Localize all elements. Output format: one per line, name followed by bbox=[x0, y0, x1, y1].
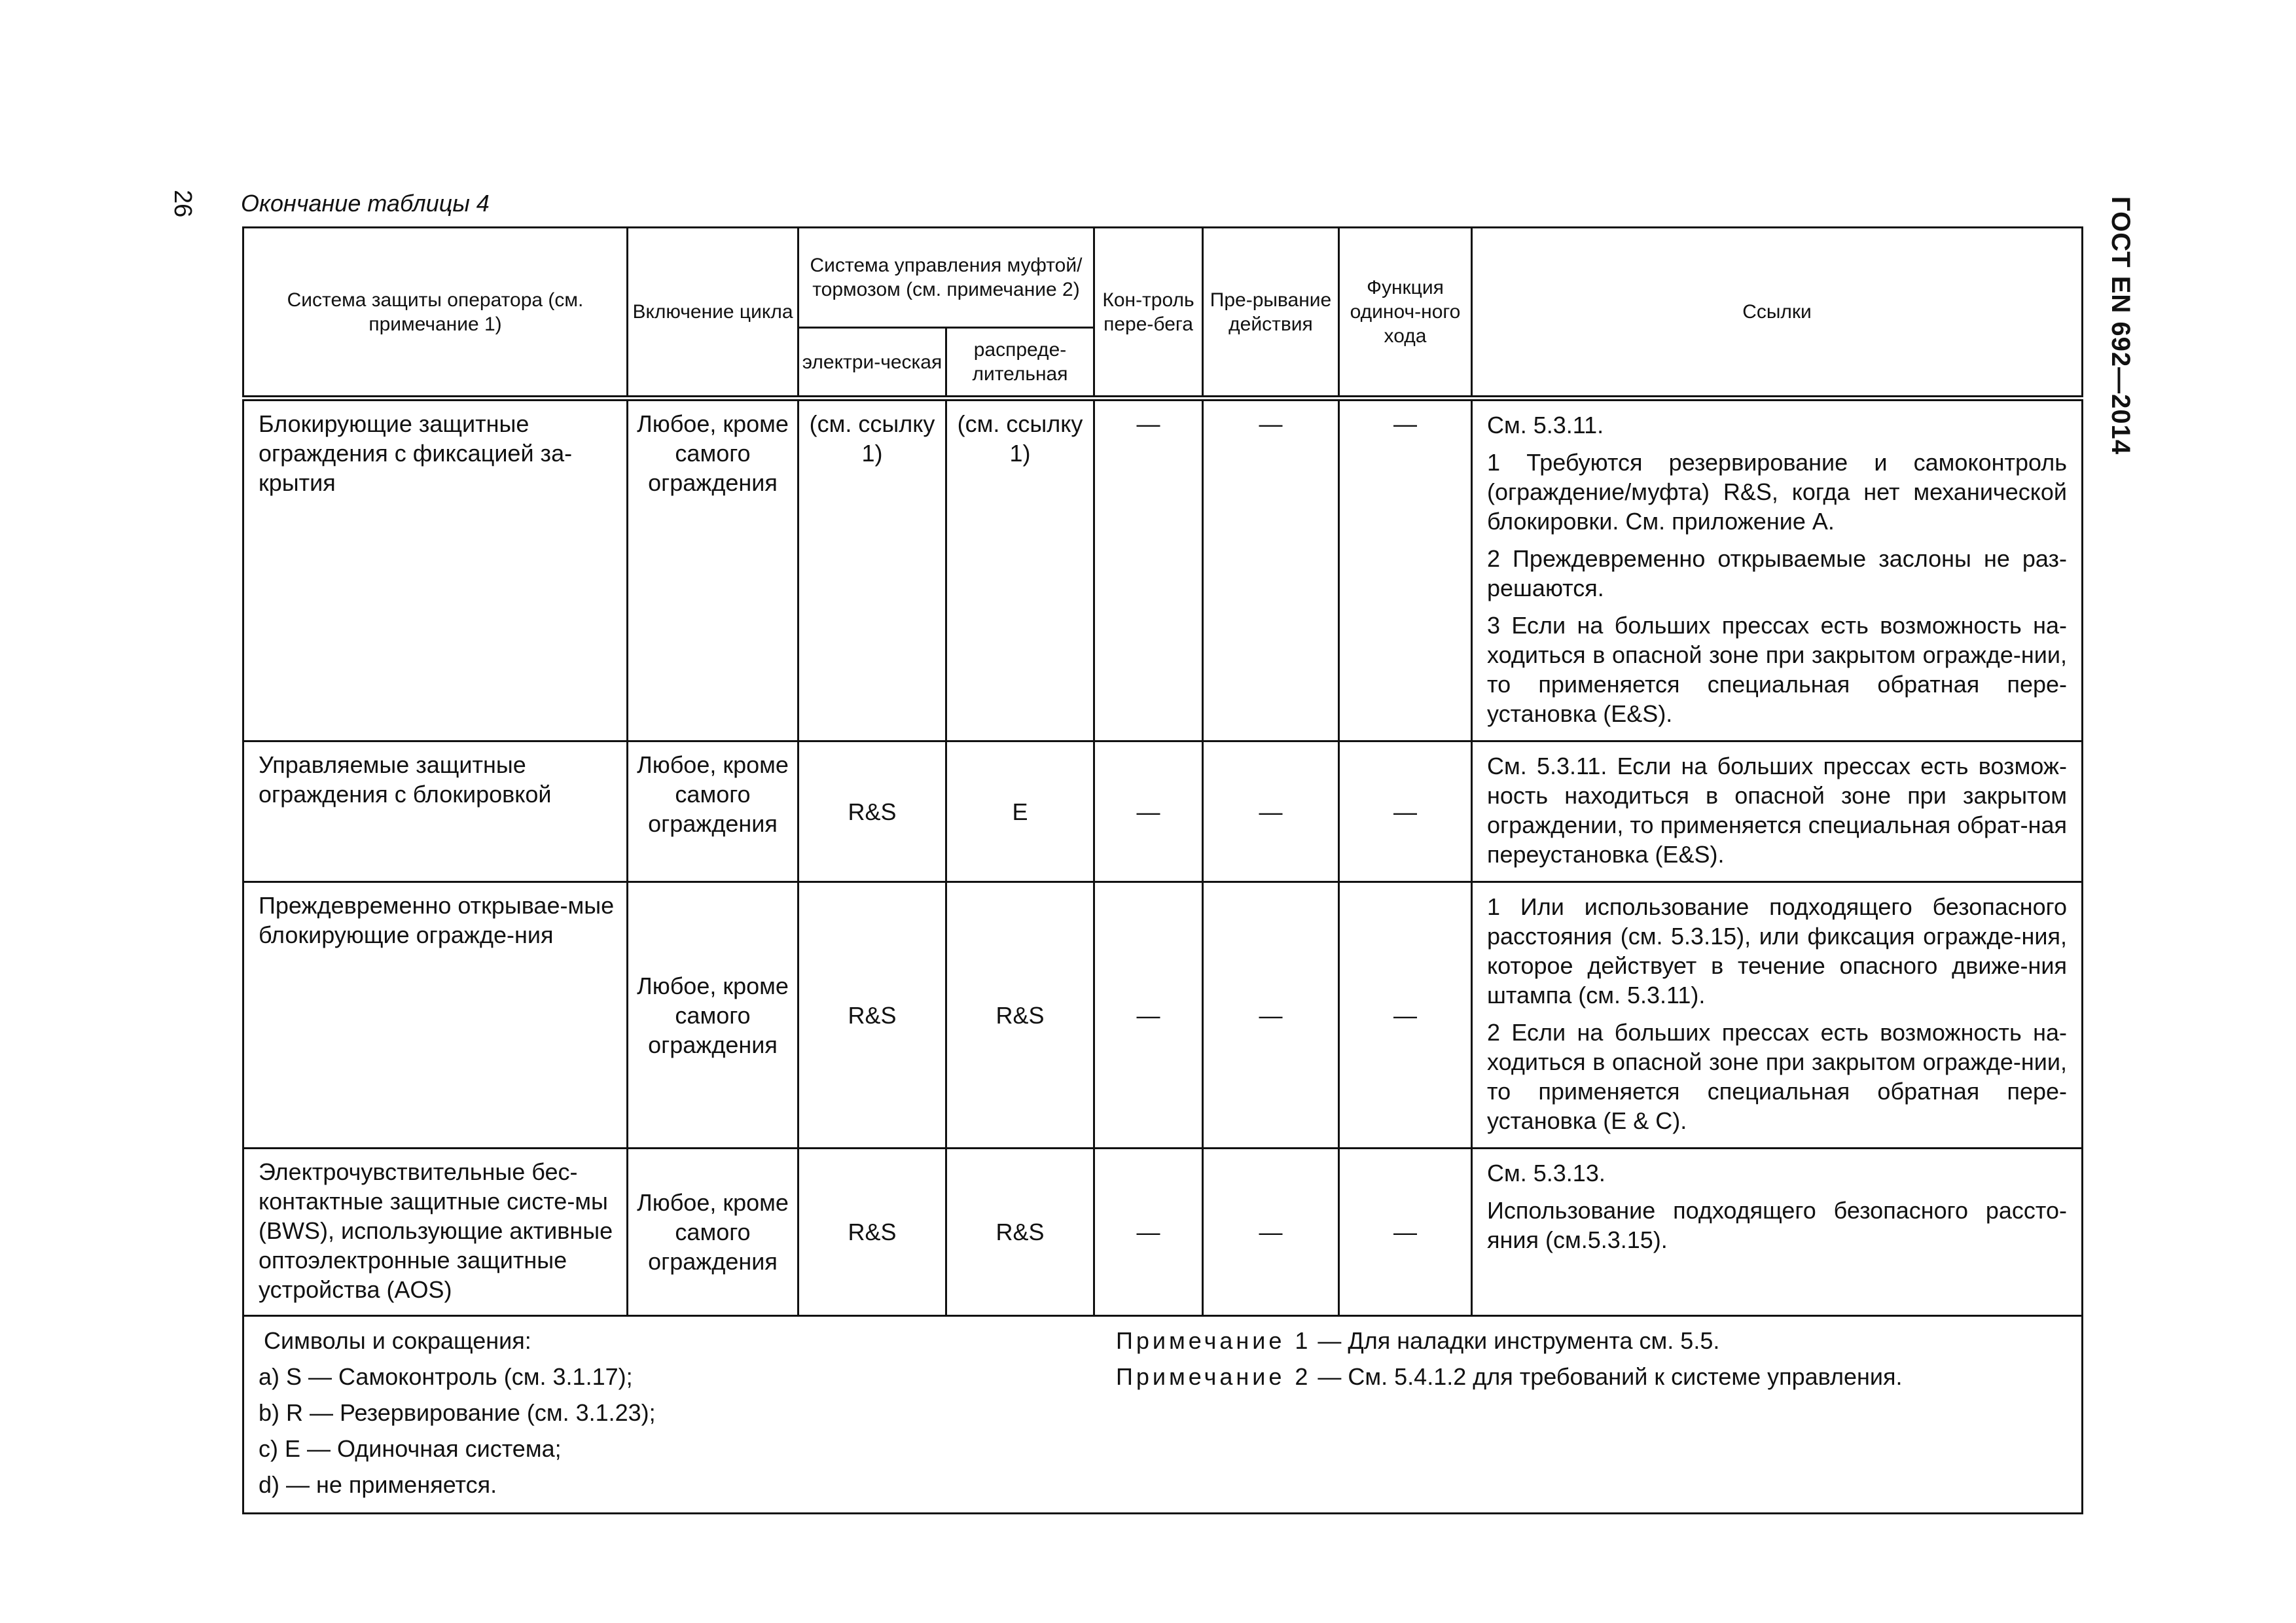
legend-item: a) S — Самоконтроль (см. 3.1.17); bbox=[259, 1363, 633, 1390]
notes-row bbox=[243, 1316, 2083, 1514]
cell-overrun: — bbox=[1094, 1149, 1203, 1316]
cell-references bbox=[1472, 399, 2083, 741]
notes bbox=[1116, 1326, 1902, 1506]
reference-paragraph: 2 Преждевременно открываемые заслоны не раз-решаются. bbox=[1487, 545, 2067, 601]
note-text: — Для наладки инструмента см. 5.5. bbox=[1311, 1327, 1720, 1354]
cell-overrun: — bbox=[1094, 741, 1203, 882]
reference-paragraph: См. 5.3.11. bbox=[1487, 412, 1604, 438]
cell-references bbox=[1472, 741, 2083, 882]
legend-item: d) — не применяется. bbox=[259, 1471, 497, 1498]
note-text: — См. 5.4.1.2 для требований к системе управления. bbox=[1311, 1363, 1903, 1390]
cell-cycle: Любое, кроме самого ограждения bbox=[628, 1149, 798, 1316]
header-action-interrupt: Пре-рывание действия bbox=[1203, 228, 1339, 399]
cell-cycle: Любое, кроме самого ограждения bbox=[628, 882, 798, 1149]
header-control-system: Система управления муфтой/тормозом (см. примечание 2) bbox=[798, 228, 1094, 328]
table-row bbox=[243, 741, 2083, 882]
requirements-table bbox=[242, 226, 2083, 1514]
reference-paragraph: 3 Если на больших прессах есть возможность на-ходиться в опасной зоне при закрытом огражде-нии, то применяется специальная обратная пере-установка (E&S). bbox=[1487, 612, 2067, 727]
reference-paragraph: 1 Или использование подходящего безопасного расстояния (см. 5.3.15), или фиксация огражде-ния, которое действует в течение опасного движе-ния штампа (см. 5.3.11). bbox=[1487, 893, 2067, 1008]
cell-electric: (см. ссылку 1) bbox=[798, 399, 946, 741]
cell-electric: R&S bbox=[798, 882, 946, 1149]
header-electric: электри-ческая bbox=[798, 328, 946, 399]
cell-single-stroke: — bbox=[1339, 741, 1472, 882]
header-cycle-start: Включение цикла bbox=[628, 228, 798, 399]
reference-paragraph: См. 5.3.11. Если на больших прессах есть возмож-ность находиться в опасной зоне при закрытом ограждении, то применяется специальная обрат-ная переустановка (E&S). bbox=[1487, 753, 2067, 868]
cell-distributive: (см. ссылку 1) bbox=[946, 399, 1094, 741]
cell-system: Управляемые защитные ограждения с блокировкой bbox=[243, 741, 628, 882]
cell-system: Электрочувствительные бес-контактные защитные систе-мы (BWS), использующие активные оптоэлектронные защитные устройства (AOS) bbox=[243, 1149, 628, 1316]
legend bbox=[259, 1326, 1116, 1506]
cell-system: Преждевременно открывае-мые блокирующие огражде-ния bbox=[243, 882, 628, 1149]
standard-identifier: ГОСТ EN 692—2014 bbox=[2106, 196, 2135, 455]
note-1 bbox=[1116, 1326, 1902, 1355]
note-2 bbox=[1116, 1362, 1902, 1391]
note-label: Примечание 1 bbox=[1116, 1327, 1312, 1354]
table-row bbox=[243, 882, 2083, 1149]
legend-title: Символы и сокращения: bbox=[264, 1327, 531, 1354]
cell-interrupt: — bbox=[1203, 1149, 1339, 1316]
legend-item: b) R — Резервирование (см. 3.1.23); bbox=[259, 1399, 656, 1426]
cell-electric: R&S bbox=[798, 741, 946, 882]
reference-paragraph: См. 5.3.13. bbox=[1487, 1160, 1605, 1186]
header-references: Ссылки bbox=[1472, 228, 2083, 399]
cell-interrupt: — bbox=[1203, 882, 1339, 1149]
table-row bbox=[243, 399, 2083, 741]
cell-distributive: R&S bbox=[946, 1149, 1094, 1316]
header-overrun-control: Кон-троль пере-бега bbox=[1094, 228, 1203, 399]
cell-overrun: — bbox=[1094, 882, 1203, 1149]
cell-single-stroke: — bbox=[1339, 1149, 1472, 1316]
page-number: 26 bbox=[169, 190, 196, 218]
cell-overrun: — bbox=[1094, 399, 1203, 741]
table-caption: Окончание таблицы 4 bbox=[241, 190, 490, 217]
note-label: Примечание 2 bbox=[1116, 1363, 1312, 1390]
cell-system: Блокирующие защитные ограждения с фиксацией за-крытия bbox=[243, 399, 628, 741]
header-distributive: распреде-лительная bbox=[946, 328, 1094, 399]
cell-single-stroke: — bbox=[1339, 399, 1472, 741]
header-operator-system: Система защиты оператора (см. примечание 1) bbox=[243, 228, 628, 399]
cell-distributive: E bbox=[946, 741, 1094, 882]
cell-cycle: Любое, кроме самого ограждения bbox=[628, 399, 798, 741]
cell-references bbox=[1472, 882, 2083, 1149]
reference-paragraph: 2 Если на больших прессах есть возможность на-ходиться в опасной зоне при закрытом огражде-нии, то применяется специальная обратная пере-установка (E & C). bbox=[1487, 1019, 2067, 1134]
cell-cycle: Любое, кроме самого ограждения bbox=[628, 741, 798, 882]
legend-item: c) E — Одиночная система; bbox=[259, 1435, 562, 1462]
cell-references bbox=[1472, 1149, 2083, 1316]
notes-cell bbox=[243, 1316, 2083, 1514]
cell-interrupt: — bbox=[1203, 741, 1339, 882]
header-single-stroke: Функция одиноч-ного хода bbox=[1339, 228, 1472, 399]
cell-electric: R&S bbox=[798, 1149, 946, 1316]
cell-single-stroke: — bbox=[1339, 882, 1472, 1149]
reference-paragraph: 1 Требуются резервирование и самоконтроль (ограждение/муфта) R&S, когда нет механической блокировки. См. приложение А. bbox=[1487, 449, 2067, 535]
cell-interrupt: — bbox=[1203, 399, 1339, 741]
table-row bbox=[243, 1149, 2083, 1316]
reference-paragraph: Использование подходящего безопасного рассто-яния (см.5.3.15). bbox=[1487, 1197, 2067, 1253]
cell-distributive: R&S bbox=[946, 882, 1094, 1149]
